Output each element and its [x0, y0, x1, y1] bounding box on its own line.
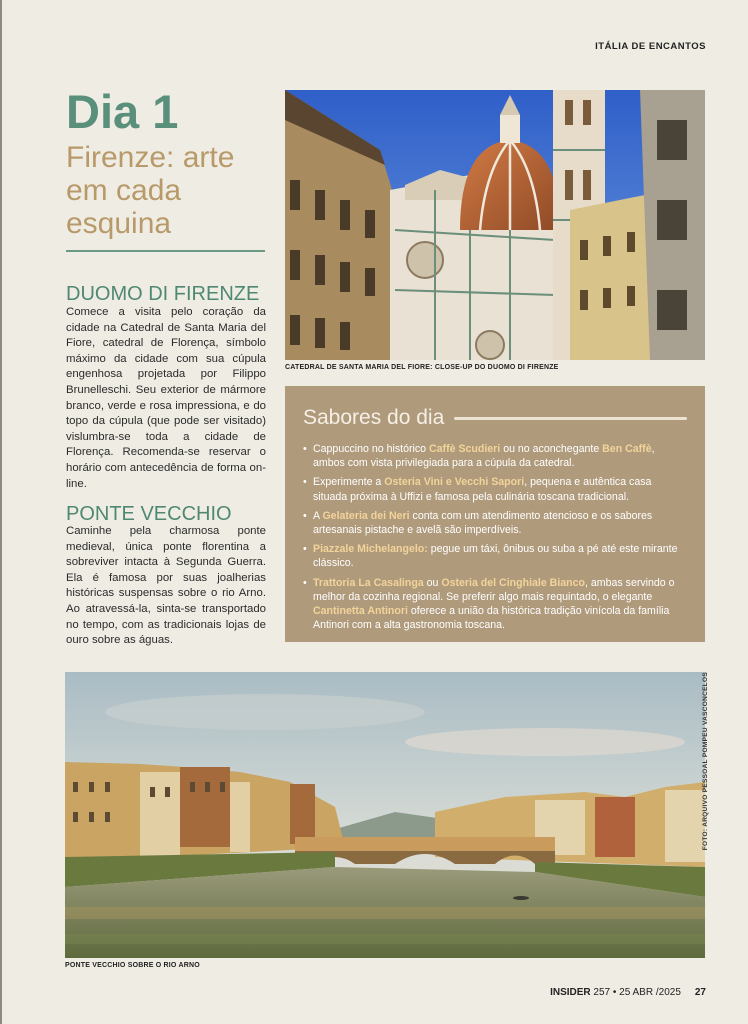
sabores-box — [285, 386, 705, 642]
duomo-photo — [285, 90, 705, 360]
list-item: • Piazzale Michelangelo: pegue um táxi, ônibus ou suba a pé até este mirante clássico. — [313, 542, 687, 570]
sabores-title: Sabores do dia — [303, 406, 445, 429]
sabores-list — [303, 442, 687, 632]
duomo-caption: CATEDRAL DE SANTA MARIA DEL FIORE: CLOSE-UP DO DUOMO DI FIRENZE — [285, 364, 559, 371]
list-item: • Cappuccino no histórico Caffè Scudieri ou no aconchegante Ben Caffè, ambos com vista privilegiada para a cúpula da catedral. — [313, 442, 687, 470]
ponte-caption: PONTE VECCHIO SOBRE O RIO ARNO — [65, 962, 200, 969]
title-divider — [66, 250, 265, 252]
place-name: Caffè Scudieri — [429, 443, 501, 455]
day-number: Dia 1 — [66, 85, 179, 138]
list-item: • Trattoria La Casalinga ou Osteria del Cinghiale Bianco, ambas servindo o melhor da cozinha regional. Se preferir algo mais requintado, o elegante Cantinetta Antinori oferece a união da histórica tradição vinícola da família Antinori com a alta gastronomia toscana. — [313, 576, 687, 633]
ponte-heading: PONTE VECCHIO — [66, 503, 232, 525]
day-title: Firenze: arte em cada esquina — [66, 141, 235, 240]
list-item: • Experimente a Osteria Vini e Vecchi Sapori, pequena e autêntica casa situada próxima à Uffizi e famosa pela culinária toscana tradicional. — [313, 475, 687, 503]
sabores-divider — [454, 417, 687, 420]
ponte-text: Caminhe pela charmosa ponte medieval, única ponte florentina a sobreviver intacta à Segunda Guerra. Ela é famosa por suas joalherias históricas suspensas sobre o rio Arno. Ao atravessá-la, sinta-se transportado no tempo, com as tradicionais lojas de ouro sobre as águas. — [66, 525, 266, 647]
footer-issue: 257 • 25 ABR /2025 — [590, 987, 681, 998]
footer — [550, 987, 706, 998]
duomo-heading: DUOMO DI FIRENZE — [66, 283, 260, 305]
place-name: Osteria del Cinghiale Bianco — [441, 576, 586, 589]
place-name: Gelateria dei Neri — [322, 509, 410, 522]
place-name: Piazzale Michelangelo: — [313, 543, 428, 556]
page-edge — [0, 0, 2, 1024]
page-number: 27 — [694, 987, 706, 998]
place-name: Cantinetta Antinori — [313, 605, 408, 618]
section-label: ITÁLIA DE ENCANTOS — [595, 41, 706, 52]
footer-brand: INSIDER — [550, 987, 591, 998]
duomo-text: Comece a visita pelo coração da cidade na Catedral de Santa Maria del Fiore, catedral de Florença, símbolo máximo da cidade com sua cúpula engenhosa projetada por Filippo Brunelleschi. Seu exterior de mármore branco, verde e rosa impressiona, e do topo da cúpula (que pode ser visitado) vislumbra-se toda a cidade de Florença. Recomenda-se reservar o horário com antecedência de forma on-line. — [66, 306, 266, 490]
place-name: Trattoria La Casalinga — [313, 576, 424, 589]
photo-credit: FOTO: ARQUIVO PESSOAL POMPEU VASCONCELOS — [702, 672, 709, 851]
place-name: Osteria Vini e Vecchi Sapori — [384, 476, 525, 489]
list-item: • A Gelateria dei Neri conta com um atendimento atencioso e os sabores artesanais pistache e avelã são imperdíveis. — [313, 509, 687, 537]
place-name: Ben Caffè — [602, 443, 652, 455]
ponte-vecchio-photo — [65, 672, 705, 958]
